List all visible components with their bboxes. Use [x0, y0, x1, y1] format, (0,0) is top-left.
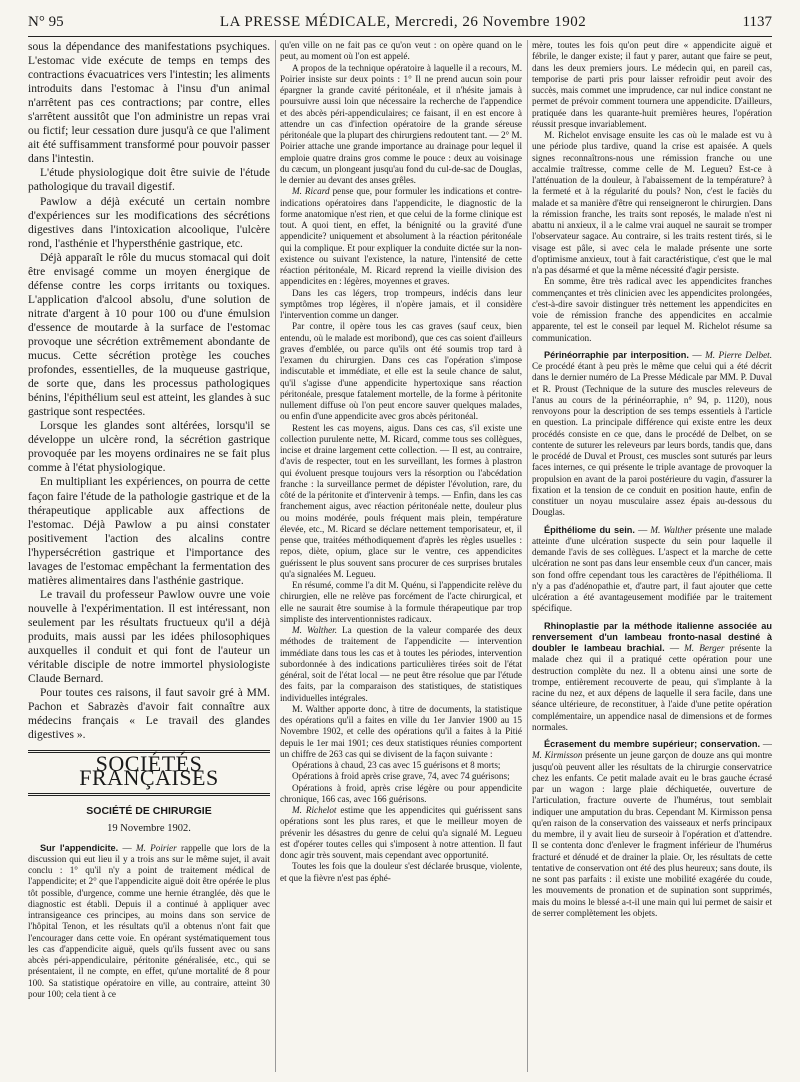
article-heading: Rhinoplastie par la méthode italienne associée au renversement d'un lambeau fronto-nasal destiné à doubler le lambeau brachial.	[532, 620, 772, 653]
paragraph: mère, toutes les fois qu'on peut dire « appendicite aiguë et fébrile, le danger existe; il faut y parer, autant que faire se peut, dans les deux premiers jours. Le médecin qui, en pareil cas, temporise de parti pris pour laisser refroidir peut avoir des succès, mais commet une imprudence, car nul indice constant ne permet de prévoir comment tournera une appendicite. D'ailleurs, pratiquée dans les quarante-huit premières heures, l'opération réussit presque invariablement.	[532, 40, 772, 129]
paragraph-text: présente un jeune garçon de douze ans qui montre jusqu'où peuvent aller les résultats de la chirurgie conservatrice chez les enfants. Ce petit malade avait eu le bras gauche écrasé par un wagon : large plaie déchiquetée, ouverture de l'articulation, fracture ouverte de l'humérus, tout semblait indiquer une amputation du bras. Cependant M. Kirmisson pensa qu'en raison de la conservation des vaisseaux et nerfs principaux du membre, il y avait lieu de surseoir à l'opération et d'attendre. Il se contenta donc d'enlever le fragment inférieur de l'humérus fracturé et dénudé et de drainer la plaie. Or, les résultats de cette tentative de conservation ont été des plus heureux; sans doute, ils ne sont pas parfaits : il existe une mobilité exagérée du coude, les mouvements de pronation et de supination sont supprimés, mais du moins le blessé a-t-il une main qui lui permet de saisir et de serrer complètement les objets.	[532, 750, 772, 918]
author: M. Walther	[650, 524, 693, 535]
paragraph: Opérations à chaud, 23 cas avec 15 guérisons et 8 morts;	[292, 760, 501, 770]
column-divider	[527, 40, 528, 1072]
paragraph: Dans les cas légers, trop trompeurs, indécis dans leur symptômes trop légères, il n'opère jamais, et il considère l'intervention comme un danger.	[280, 287, 522, 320]
paragraph: qu'en ville on ne fait pas ce qu'on veut : on opère quand on le peut, au moment où l'on est appelé.	[280, 40, 522, 62]
paragraph: Périnéorraphie par interposition. — M. Pierre Delbet. Ce procédé étant à peu près le même que celui qui a été décrit dans le dernier numéro de La Presse Médicale par MM. P. Duval et R. Proust (Technique de la suture des muscles releveurs de l'anus au cours de la périnéorraphie, n° 94, p. 1120), nous renvoyons pour la description de ses temps essentiels à l'article en question. La principale différence qui existe entre les deux procédés consiste en ce que, dans le procédé de Delbet, on se contente de suturer les releveurs par leurs bords, tandis que, dans le procédé de Duval et Proust, ces muscles sont suturés par leurs faces internes, ce qui présente le triple avantage de provoquer la propulsion en avant de la paroi postérieure du vagin, d'assurer la fixation et la tension de ce conduit en position haute, enfin de constituer un noyau musculaire assez épais au-dessous du Douglas.	[532, 349, 772, 518]
paragraph-text: rappelle que lors de la discussion qui eut lieu il y a trois ans sur le même sujet, il avait conclu : 1° qu'il n'y a point de traitement médical de l'appendicite; et 2° que l'appendicite aiguë doit être opérée le plus tôt possible, d'urgence, comme une hernie étranglée, dès que le diagnostic est établi. Depuis il a continué à appliquer avec intransigeance ces principes, au moins dans son service de l'hôpital Tenon, et les résultats qu'il a obtenus n'ont fait que l'encourager dans cette voie. En opérant systématiquement tous les cas d'appendicite aiguë, quels qu'ils fussent avec ou sans abcès péri-appendiculaire, péritonite généralisée, etc., qui se présentaient, il ne compte, en effet, qu'une mortalité de 8 pour 100. Sa statistique opératoire en ville, au contraire, atteint 30 pour 100; cela tient à ce	[28, 842, 270, 999]
issue-number: N° 95	[28, 14, 64, 30]
paragraph: En somme, être très radical avec les appendicites franches commençantes et très clinicien avec les appendicites prolongées, c'est-à-dire savoir distinguer très nettement les appendicites en voie de rémission franche des appendicites en accalmie apparente, tel est le conseil par lequel M. Richelot résume sa communication.	[532, 276, 772, 343]
paragraph-text: pense que, pour formuler les indications et contre-indications opératoires dans l'appendicite, le diagnostic de la forme anatomique n'est rien, et que celui de la forme clinique est tout. A quoi tient, en effet, la bénignité ou la gravité d'une appendicite? uniquement et absolument à la réaction péritonéale qui la complique. Et pour expliquer la conduite dictée sur la non-existence ou suivant l'existence, la nature, l'intensité de cette réaction péritonéale, M. Ricard reprend la vieille division des appendicites en : légères, moyennes et graves.	[280, 186, 522, 287]
paragraph	[280, 805, 522, 861]
column-3	[532, 40, 772, 1072]
paragraph: Pour toutes ces raisons, il faut savoir gré à MM. Pachon et Sabrazès d'avoir fait connaître aux médecins français « Le travail des glandes digestives ».	[28, 687, 270, 742]
masthead: LA PRESSE MÉDICALE, Mercredi, 26 Novembre 1902	[219, 14, 587, 30]
paragraph: Restent les cas moyens, aigus. Dans ces cas, s'il existe une collection purulente nette, M. Ricard, comme tous ses collègues, incise et draine largement cette collection. — Il est, au contraire, d'avis de respecter, tout en les surveillant, les formes à plastron qui évoluent presque toujours vers la résorption ou l'abcédation franche : la surveillance permet de dépister l'évolution, rare, du côté de la péritonite et d'intervenir à temps. — Enfin, dans les cas franchement aigus, avec réaction péritonéale nette, douleur plus ou moins modérée, pouls fréquent mais plein, température élevée, etc., M. Ricard se déclare nettement temporisateur, et, il pense que, traitées méthodiquement d'après les règles usuelles : repos, diète, opium, glace sur le ventre, ces appendicites guérissent le plus souvent sans procurer de ces surprises brutales qu'a signalées M. Legueu.	[280, 422, 522, 579]
paragraph: Le travail du professeur Pawlow ouvre une voie nouvelle à l'expérimentation. Il est intéressant, non seulement par les résultats fructueux qu'il a déjà produits, mais aussi par les idées philosophiques auxquelles il conduit et qui font de l'auteur un véritable disciple de notre immortel physiologiste Claude Bernard.	[28, 588, 270, 686]
paragraph: Opérations à froid après crise grave, 74, avec 74 guérisons;	[292, 771, 510, 782]
author: M. Kirmisson	[532, 750, 583, 761]
session-date: 19 Novembre 1902.	[107, 823, 191, 835]
paragraph: A propos de la technique opératoire à laquelle il a recours, M. Poirier insiste sur deux points : 1° Il ne prend aucun soin pour épargner la grande cavité péritonéale, et il n'hésite jamais à poursuivre aussi loin que nécessaire la recherche de l'appendice et des abcès péri-appendiculaires; ce faisant, il en est encore à attendre un cas d'infection opératoire de la grande séreuse péritonéale que la plupart des chirurgiens redoutent tant. — 2° M. Poirier attache une grande importance au drainage pour lequel il emploie quatre drains gros comme le pouce : deux au voisinage du cæcum, un plongeant jusqu'au fond du cul-de-sac de Douglas, le dernier au devant des anses grêles.	[280, 62, 522, 185]
column-2	[280, 40, 522, 1072]
paragraph: Pawlow a déjà exécuté un certain nombre d'expériences sur les modifications des sécrétions digestives dans l'intoxication alcoolique, l'ulcère rond, l'asthénie et l'hypersthénie gastrique, etc.	[28, 195, 270, 250]
article-heading: Écrasement du membre supérieur; conservation.	[544, 739, 760, 749]
page-header	[28, 14, 772, 34]
paragraph: L'étude physiologique doit être suivie de l'étude pathologique du travail digestif.	[28, 167, 270, 194]
paragraph: Opérations à froid, après crise légère ou pour appendicite chronique, 166 cas, avec 166 guérisons.	[280, 782, 522, 804]
paragraph: M. Richelot envisage ensuite les cas où le malade est vu à une période plus tardive, quand la crise est apaisée. A quels signes reconnaîtrons-nous une rémission franche ou une accalmie traîtresse, comme celle de M. Legueu? Est-ce à l'atténuation de la douleur, à l'abaissement de la température? à la fermeté et à la régularité du pouls? Non, c'est le faciès du malade et sa manière d'être qui renseigneront le chirurgien. Dans la rémission franche, les traits sont reposés, le malade n'est ni abattu ni anxieux, il a le calme vrai auquel ne saurait se tromper l'observateur sagace. Au contraire, si les traits restent tirés, si le visage est pâle, si avec cela le malade présente une sorte d'optimisme anxieux, tout à fait caractéristique, c'est que le mal n'a pas désarmé et que la même nécessité d'agir persiste.	[532, 130, 772, 275]
paragraph-text: estime que les appendicites qui guérissent sans opérations sont les plus rares, et que le meilleur moyen de prévenir les désastres du genre de celui qu'a signalé M. Legueu est d'opérer toutes celles qui s'imposent à notre attention. Il faut donc agir très souvent, mais cependant avec opportunité.	[280, 805, 522, 860]
author: M. Richelot	[292, 805, 337, 815]
header-rule	[28, 36, 772, 37]
paragraph: Déjà apparaît le rôle du mucus stomacal qui doit être envisagé comme un moyen énergique de défense contre les corps irritants ou toxiques. L'application d'alcool absolu, d'une solution de nitrate d'argent à 10 pour 100 ou d'une émulsion d'essence de moutarde à la surface de l'estomac provoque une sécrétion extrêmement abondante de mucus. Cette sécrétion protège les couches profondes, essentielles, de la muqueuse gastrique, de sorte que, dans les processus pathologiques bénins, l'épithélium seul est atteint, les glandes à suc gastrique sont respectées.	[28, 251, 270, 419]
article-heading: Épithéliome du sein.	[544, 524, 635, 535]
paragraph: En multipliant les expériences, on pourra de cette façon faire l'étude de la pathologie gastrique et de la thérapeutique applicable aux affections de l'estomac. Déjà Pawlow a pu ainsi constater positivement l'action des alcalins contre l'hypersécrétion gastrique et l'importance des lavages de l'estomac empêchant la fermentation des matières alimentaires dans l'asthénie gastrique.	[28, 476, 270, 587]
paragraph: Épithéliome du sein. — M. Walther présente une malade atteinte d'une ulcération suspecte du sein pour laquelle il demande l'avis de ses collègues. L'aspect et la marche de cette ulcération ne sont pas dans leur ensemble ceux d'un cancer, mais son fond offre cependant tous les caractères de l'épithélioma. Il n'y a pas d'adénopathie et, d'autre part, il faut ajouter que cette ulcération a été avantageusement modifiée par le traitement spécifique.	[532, 524, 772, 614]
paragraph: Toutes les fois que la douleur s'est déclarée brusque, violente, et que la fièvre n'est pas éphé-	[280, 861, 522, 883]
paragraph	[280, 625, 522, 704]
author: M. Berger	[684, 643, 725, 653]
article-heading: Sur l'appendicite.	[40, 842, 119, 853]
article-heading: Périnéorraphie par interposition.	[544, 349, 689, 360]
author: M. Walther.	[292, 625, 337, 635]
paragraph: M. Walther apporte donc, à titre de documents, la statistique des opérations qu'il a faites en ville du 1er Janvier 1900 au 15 Novembre 1902, et celle des opérations qu'il a faites à la Pitié depuis le 1er mai 1901; ces deux statistiques réunies comportent un chiffre de 263 cas qui se divisent de la façon suivante :	[280, 703, 522, 759]
column-divider	[275, 40, 276, 1072]
paragraph-text: présente une malade atteinte d'une ulcération suspecte du sein pour laquelle il demande l'avis de ses collègues. L'aspect et la marche de cette ulcération ne sont pas dans leur ensemble ceux d'un cancer, mais son fond offre cependant tous les caractères de l'épithélioma. Il n'y a pas d'adénopathie et, d'autre part, il faut ajouter que cette ulcération a été avantageusement modifiée par le traitement spécifique.	[532, 524, 772, 614]
column-1	[28, 40, 270, 1072]
paragraph: Écrasement du membre supérieur; conservation. — M. Kirmisson présente un jeune garçon de douze ans qui montre jusqu'où peuvent aller les résultats de la chirurgie conservatrice chez les enfants. Ce petit malade avait eu le bras gauche écrasé par un wagon : large plaie déchiquetée, ouverture de l'articulation, fracture ouverte de l'humérus, tout semblait indiquer une amputation du bras. Cependant M. Kirmisson pensa qu'en raison de la conservation des vaisseaux et nerfs principaux du membre, il y avait lieu de surseoir à l'opération et d'attendre. Il se contenta donc d'enlever le fragment inférieur de l'humérus fracturé et dénudé et de drainer la plaie. Or, les résultats de cette tentative de conservation ont été des plus heureux; sans doute, ils ne sont pas parfaits : il existe une mobilité exagérée du coude, les mouvements de pronation et de supination sont supprimés, mais du moins le blessé a-t-il une main qui lui permet de saisir et de serrer complètement les objets.	[532, 739, 772, 918]
paragraph: Sur l'appendicite. — M. Poirier rappelle que lors de la discussion qui eut lieu il y a trois ans sur le même sujet, il avait conclu : 1° qu'il n'y a point de traitement médical de l'appendicite; et 2° que l'appendicite aiguë doit être opérée le plus tôt possible, d'urgence, comme une hernie étranglée, dès que le diagnostic est établi. Depuis il a continué à appliquer avec intransigeance ces principes, au moins dans son service de l'hôpital Tenon, et les résultats qu'il a obtenus n'ont fait que l'encourager dans cette voie. En opérant systématiquement tous les cas d'appendicite aiguë, quels qu'ils fussent avec ou sans abcès péri-appendiculaire, péritonite généralisée, etc., qui se présentaient, il ne compte, en effet, qu'une mortalité de 8 pour 100. Sa statistique opératoire en ville, au contraire, atteint 30 pour 100; cela tient à ce	[28, 842, 270, 999]
paragraph: sous la dépendance des manifestations psychiques. L'estomac vide exécute de temps en temps des contractions évacuatrices vers l'intestin; les aliments introduits dans l'estomac à l'insu d'un animal n'arrêtent pas ces contractions; par contre, elles s'arrêtent aussitôt que l'on administre un repas vrai ou fictif; leur cessation dure jusqu'à ce que l'aliment ait été suffisamment transformé pour pouvoir passer dans l'intestin.	[28, 41, 270, 166]
society-heading: SOCIÉTÉ DE CHIRURGIE	[86, 805, 212, 818]
author: M. Poirier	[135, 842, 177, 853]
section-title: SOCIÉTÉS FRANÇAISES	[79, 751, 219, 791]
paragraph-text: présente la malade chez qui il a pratiqué cette opération pour une destruction complète du nez. Il a obtenu ainsi une sorte de trompe, entièrement recouverte de peau, qui s'implante à la racine du nez, et aux dépens de laquelle il sera facile, dans une séance ultérieure, de reconstituer, à l'aide d'une petite opération complémentaire, un appendice nasal de dimensions et de formes normales.	[532, 643, 772, 732]
page-number: 1137	[742, 14, 772, 30]
paragraph-text: Ce procédé étant à peu près le même que celui qui a été décrit dans le dernier numéro de La Presse Médicale par MM. P. Duval et R. Proust (Technique de la suture des muscles releveurs de l'anus au cours de la périnéorraphie, n° 94, p. 1120), nous renvoyons pour la description de ses temps essentiels à l'article en question. La principale différence qui existe entre les deux procédés consiste en ce que, dans le procédé de Delbet, on se contente de suturer les releveurs par leurs bords, tandis que, dans le procédé de Duval et Proust, ces muscles sont suturés par leurs faces internes, ce qui présente le triple avantage de provoquer la propulsion en avant de la paroi postérieure du vagin, d'assurer la fixation et la tension de ce conduit en position haute, enfin de constituer un noyau musculaire assez épais au-dessous du Douglas.	[532, 361, 772, 518]
paragraph	[280, 186, 522, 287]
section-rule	[28, 793, 270, 796]
paragraph: Rhinoplastie par la méthode italienne associée au renversement d'un lambeau fronto-nasal destiné à doubler le lambeau brachial. — M. Berger présente la malade chez qui il a pratiqué cette opération pour une destruction complète du nez. Il a obtenu ainsi une sorte de trompe, entièrement recouverte de peau, qui s'implante à la racine du nez, et aux dépens de laquelle il sera facile, dans une séance ultérieure, de reconstituer, à l'aide d'une petite opération complémentaire, un appendice nasal de dimensions et de formes normales.	[532, 620, 772, 732]
paragraph: Lorsque les glandes sont altérées, lorsqu'il se développe un ulcère rond, la sécrétion gastrique provoquée par les moyens ordinaires ne se fait plus comme à l'état physiologique.	[28, 420, 270, 475]
paragraph-text: La question de la valeur comparée des deux méthodes de traitement de l'appendicite — intervention immédiate dans tous les cas et à toutes les périodes, intervention subordonnée à des indications particulières tirées soit de l'état général, soit de l'état local — ne peut être résolue que par l'étude des faits, par la comparaison des statistiques, de statistiques individuelles intégrales.	[280, 625, 522, 703]
author: M. Pierre Delbet.	[705, 349, 772, 360]
author: M. Ricard	[292, 186, 330, 197]
paragraph: Par contre, il opère tous les cas graves (sauf ceux, bien entendu, où le malade est moribond), que ces cas soient d'ailleurs graves d'emblée, ou parce qu'ils ont été soumis trop tard à l'examen du chirurgien. Dans ces cas l'opération s'impose indiscutable et immédiate, et elle est la seule chance de salut, qu'il s'agisse d'une appendicite hypertoxique sans réaction péritonéale, presque fatalement mortelle, de la forme à péritonite nullement diffuse où l'on peut encore sauver quelques malades, ou enfin d'une appendicite avec gros abcès péritonéal.	[280, 321, 522, 422]
paragraph: En résumé, comme l'a dit M. Quénu, si l'appendicite relève du chirurgien, elle ne relève pas forcément de l'acte chirurgical, et elle ne saurait être soumise à la formule thérapeutique par trop simpliste des interventionnistes radicaux.	[280, 580, 522, 624]
